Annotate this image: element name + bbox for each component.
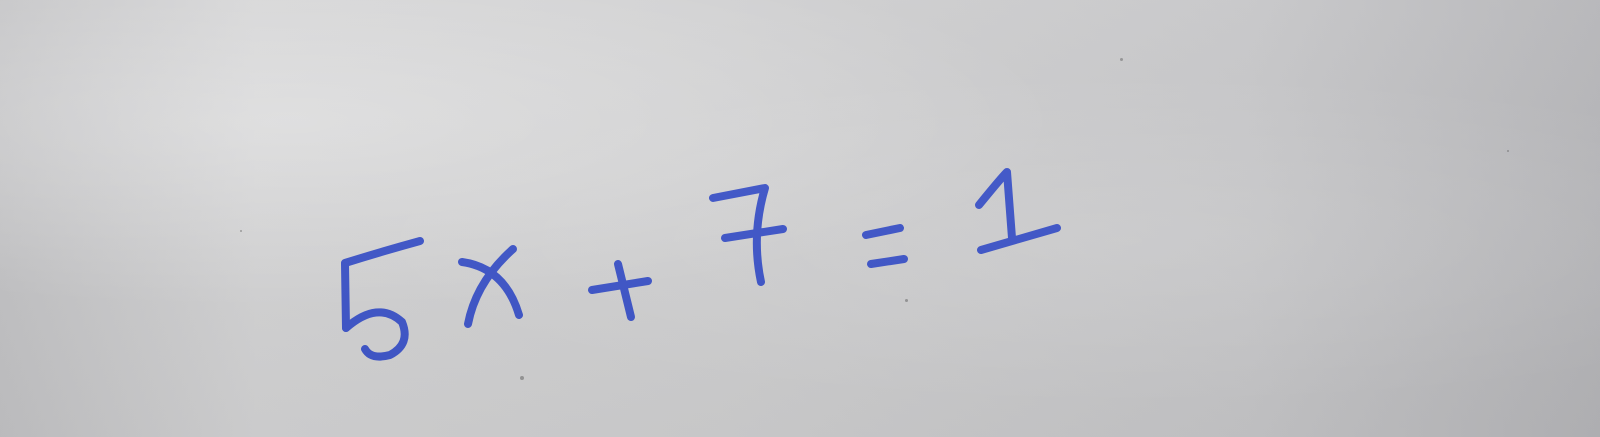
variable-x	[462, 249, 519, 324]
plus-sign	[592, 264, 648, 317]
digit-one	[979, 172, 1057, 250]
equals-sign	[866, 228, 904, 264]
digit-five	[345, 241, 420, 357]
digit-seven	[713, 188, 783, 282]
